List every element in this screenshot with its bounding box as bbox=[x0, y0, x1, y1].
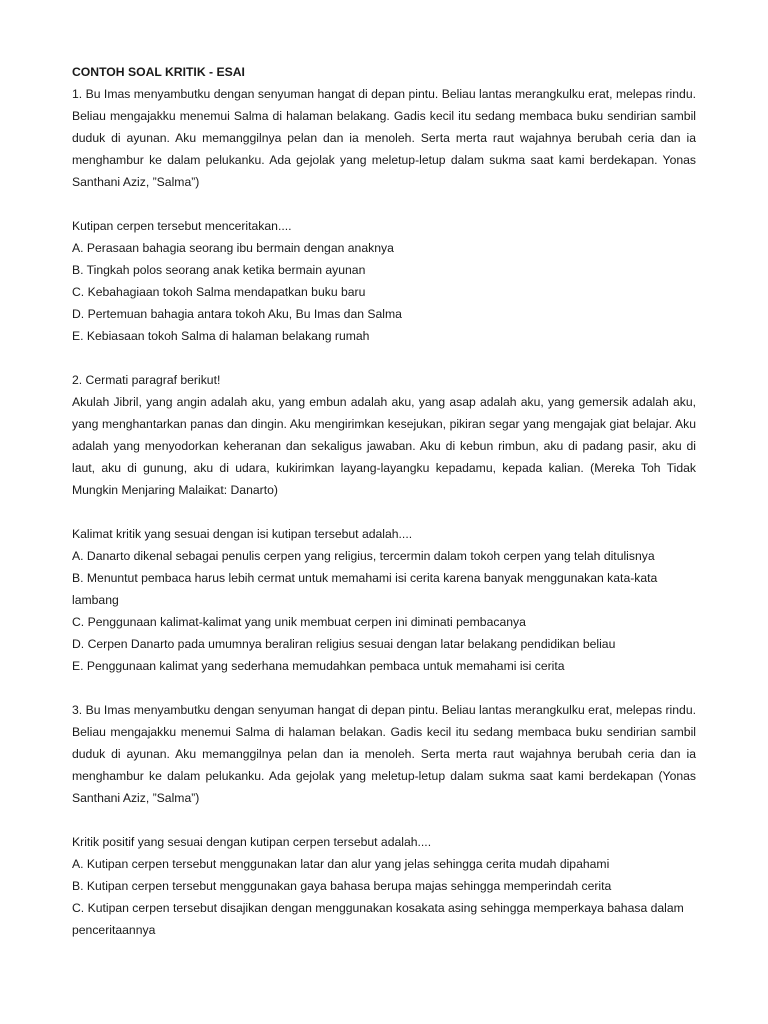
q1-question: Kutipan cerpen tersebut menceritakan.... bbox=[72, 219, 292, 233]
q2-option-e: E. Penggunaan kalimat yang sederhana memudahkan pembaca untuk memahami isi cerita bbox=[72, 659, 565, 673]
spacer bbox=[72, 347, 696, 369]
q3-question: Kritik positif yang sesuai dengan kutipan cerpen tersebut adalah.... bbox=[72, 835, 432, 849]
spacer bbox=[72, 501, 696, 523]
q2-question: Kalimat kritik yang sesuai dengan isi kutipan tersebut adalah.... bbox=[72, 527, 413, 541]
q2-option-a: A. Danarto dikenal sebagai penulis cerpen yang religius, tercermin dalam tokoh cerpen yang telah ditulisnya bbox=[72, 549, 655, 563]
q3-option-a: A. Kutipan cerpen tersebut menggunakan latar dan alur yang jelas sehingga cerita mudah dipahami bbox=[72, 857, 610, 871]
q2-option-d: D. Cerpen Danarto pada umumnya beraliran religius sesuai dengan latar belakang pendidikan beliau bbox=[72, 637, 616, 651]
q1-option-b: B. Tingkah polos seorang anak ketika bermain ayunan bbox=[72, 263, 366, 277]
spacer bbox=[72, 193, 696, 215]
q2-intro: 2. Cermati paragraf berikut! bbox=[72, 373, 221, 387]
document-title: CONTOH SOAL KRITIK - ESAI bbox=[72, 65, 245, 79]
document-page bbox=[72, 61, 696, 941]
q3-passage: 3. Bu Imas menyambutku dengan senyuman hangat di depan pintu. Beliau lantas merangkulku erat, melepas rindu. Beliau mengajakku menemui Salma di halaman belakan. Gadis kecil itu sedang membaca buku sendirian sambil duduk di ayunan. Aku memanggilnya pelan dan ia menoleh. Serta merta raut wajahnya berubah ceria dan ia menghambur ke dalam pelukanku. Ada gejolak yang meletup-letup dalam sukma saat kami berdekapan (Yonas Santhani Aziz, ”Salma”) bbox=[72, 703, 696, 805]
q2-option-b: B. Menuntut pembaca harus lebih cermat untuk memahami isi cerita karena banyak menggunakan kata-kata lambang bbox=[72, 571, 658, 607]
spacer bbox=[72, 677, 696, 699]
q2-passage: Akulah Jibril, yang angin adalah aku, yang embun adalah aku, yang asap adalah aku, yang gemersik adalah aku, yang menghantarkan panas dan dingin. Aku mengirimkan kesejukan, pikiran segar yang mengajak giat belajar. Aku adalah yang menyodorkan keheranan dan sekaligus jawaban. Aku di kebun rimbun, aku di padang pasir, aku di laut, aku di gunung, aku di udara, kukirimkan layang-layangku kepadamu, kepada kalian. (Mereka Toh Tidak Mungkin Menjaring Malaikat: Danarto) bbox=[72, 395, 696, 497]
q3-option-c: C. Kutipan cerpen tersebut disajikan dengan menggunakan kosakata asing sehingga memperkaya bahasa dalam penceritaannya bbox=[72, 901, 684, 937]
spacer bbox=[72, 809, 696, 831]
q2-option-c: C. Penggunaan kalimat-kalimat yang unik membuat cerpen ini diminati pembacanya bbox=[72, 615, 526, 629]
q1-option-a: A. Perasaan bahagia seorang ibu bermain dengan anaknya bbox=[72, 241, 394, 255]
q1-option-c: C. Kebahagiaan tokoh Salma mendapatkan buku baru bbox=[72, 285, 366, 299]
q3-option-b: B. Kutipan cerpen tersebut menggunakan gaya bahasa berupa majas sehingga memperindah cerita bbox=[72, 879, 612, 893]
q1-passage: 1. Bu Imas menyambutku dengan senyuman hangat di depan pintu. Beliau lantas merangkulku erat, melepas rindu. Beliau mengajakku menemui Salma di halaman belakang. Gadis kecil itu sedang membaca buku sendirian sambil duduk di ayunan. Aku memanggilnya pelan dan ia menoleh. Serta merta raut wajahnya berubah ceria dan ia menghambur ke dalam pelukanku. Ada gejolak yang meletup-letup dalam sukma saat kami berdekapan. Yonas Santhani Aziz, ”Salma”) bbox=[72, 87, 696, 189]
q1-option-d: D. Pertemuan bahagia antara tokoh Aku, Bu Imas dan Salma bbox=[72, 307, 402, 321]
q1-option-e: E. Kebiasaan tokoh Salma di halaman belakang rumah bbox=[72, 329, 370, 343]
